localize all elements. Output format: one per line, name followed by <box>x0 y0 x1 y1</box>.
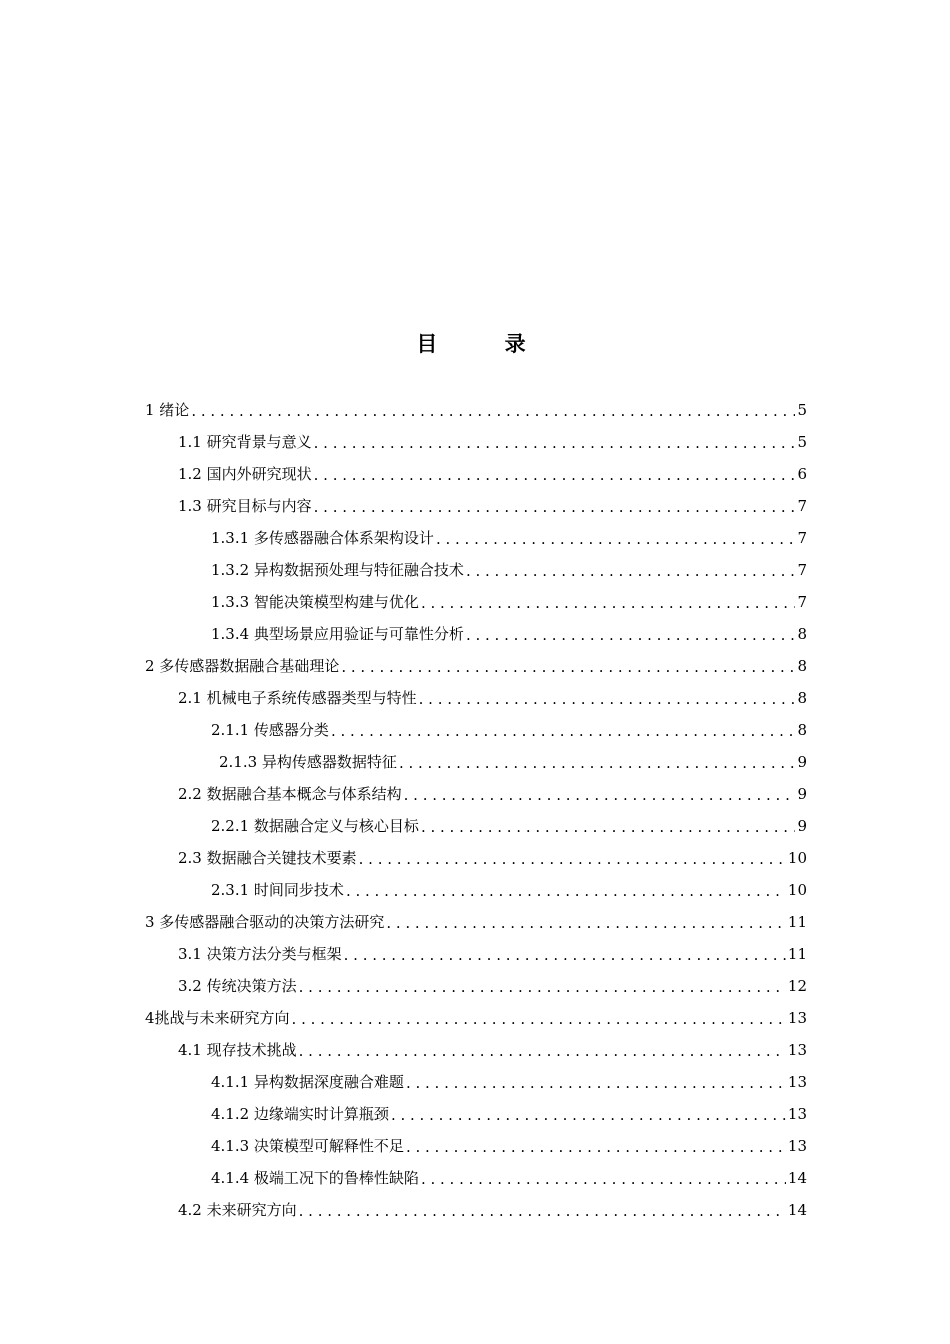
toc-entry-label: 4.1.3 决策模型可解释性不足 <box>211 1137 404 1155</box>
toc-entry[interactable] <box>211 874 807 906</box>
toc-entry[interactable] <box>145 394 807 426</box>
toc-entry-label: 1.3.3 智能决策模型构建与优化 <box>211 593 419 611</box>
toc-leader-dots <box>331 721 796 741</box>
toc-leader-dots <box>359 849 786 869</box>
toc-leader-dots <box>391 1105 786 1125</box>
toc-leader-dots <box>314 433 796 453</box>
toc-entry-label: 1 绪论 <box>145 401 190 419</box>
toc-leader-dots <box>191 401 795 421</box>
toc-entry-page: 13 <box>787 1009 807 1027</box>
toc-entry-page: 8 <box>797 657 807 675</box>
toc-leader-dots <box>466 561 796 581</box>
toc-entry-page: 9 <box>797 817 807 835</box>
toc-entry-label: 2.2 数据融合基本概念与体系结构 <box>178 785 402 803</box>
toc-entry[interactable] <box>219 746 807 778</box>
toc-entry-page: 14 <box>787 1169 807 1187</box>
toc-entry-page: 7 <box>797 529 807 547</box>
toc-entry[interactable] <box>178 682 807 714</box>
toc-entry-label: 4.1 现存技术挑战 <box>178 1041 297 1059</box>
toc-entry-page: 14 <box>787 1201 807 1219</box>
toc-entry-page: 6 <box>797 465 807 483</box>
toc-entry[interactable] <box>178 970 807 1002</box>
toc-leader-dots <box>314 497 796 517</box>
toc-entry-label: 3.1 决策方法分类与框架 <box>178 945 342 963</box>
toc-entry[interactable] <box>178 938 807 970</box>
toc-entry-label: 2.3 数据融合关键技术要素 <box>178 849 357 867</box>
page-title: 目 录 <box>416 332 556 356</box>
toc-leader-dots <box>399 753 796 773</box>
toc-entry-page: 9 <box>797 753 807 771</box>
toc-entry-label: 4.1.2 边缘端实时计算瓶颈 <box>211 1105 389 1123</box>
toc-entry-label: 4.1.4 极端工况下的鲁棒性缺陷 <box>211 1169 419 1187</box>
toc-entry-label: 2 多传感器数据融合基础理论 <box>145 657 340 675</box>
toc-entry-page: 13 <box>787 1041 807 1059</box>
toc-entry[interactable] <box>178 842 807 874</box>
toc-leader-dots <box>341 657 795 677</box>
toc-leader-dots <box>344 945 786 965</box>
toc-entry-label: 4挑战与未来研究方向 <box>145 1009 290 1027</box>
toc-entry-label: 1.3.2 异构数据预处理与特征融合技术 <box>211 561 464 579</box>
toc-entry[interactable] <box>211 1066 807 1098</box>
toc-leader-dots <box>404 785 796 805</box>
toc-entry-page: 11 <box>787 913 807 931</box>
toc-entry[interactable] <box>178 490 807 522</box>
toc-leader-dots <box>299 1201 786 1221</box>
toc-entry-label: 2.1 机械电子系统传感器类型与特性 <box>178 689 417 707</box>
toc-entry-label: 1.3.4 典型场景应用验证与可靠性分析 <box>211 625 464 643</box>
toc-entry-page: 9 <box>797 785 807 803</box>
toc-entry[interactable] <box>211 1098 807 1130</box>
toc-entry-page: 8 <box>797 625 807 643</box>
toc-leader-dots <box>466 625 796 645</box>
toc-entry[interactable] <box>145 650 807 682</box>
toc-entry-label: 2.3.1 时间同步技术 <box>211 881 344 899</box>
toc-leader-dots <box>386 913 786 933</box>
toc-entry-page: 7 <box>797 497 807 515</box>
toc-leader-dots <box>406 1137 786 1157</box>
toc-leader-dots <box>299 1041 786 1061</box>
toc-entry[interactable] <box>211 810 807 842</box>
toc-entry-label: 2.2.1 数据融合定义与核心目标 <box>211 817 419 835</box>
toc-entry[interactable] <box>178 778 807 810</box>
toc-leader-dots <box>314 465 796 485</box>
toc-entry[interactable] <box>211 554 807 586</box>
toc-entry[interactable] <box>211 714 807 746</box>
toc-entry-page: 13 <box>787 1073 807 1091</box>
toc-entry-label: 1.3 研究目标与内容 <box>178 497 312 515</box>
toc-leader-dots <box>299 977 786 997</box>
toc-entry-page: 11 <box>787 945 807 963</box>
toc-leader-dots <box>421 817 796 837</box>
toc-leader-dots <box>406 1073 786 1093</box>
toc-entry-page: 10 <box>787 849 807 867</box>
toc-entry-label: 2.1.3 异构传感器数据特征 <box>219 753 397 771</box>
toc-entry[interactable] <box>178 1194 807 1226</box>
toc-entry-page: 7 <box>797 561 807 579</box>
toc-leader-dots <box>421 1169 786 1189</box>
toc-entry-page: 13 <box>787 1137 807 1155</box>
toc-leader-dots <box>421 593 796 613</box>
toc-entry-label: 3 多传感器融合驱动的决策方法研究 <box>145 913 385 931</box>
toc-entry[interactable] <box>211 1162 807 1194</box>
toc-entry[interactable] <box>178 1034 807 1066</box>
toc-entry-label: 4.2 未来研究方向 <box>178 1201 297 1219</box>
toc-entry-label: 1.3.1 多传感器融合体系架构设计 <box>211 529 434 547</box>
toc-entry[interactable] <box>211 586 807 618</box>
toc-entry-label: 3.2 传统决策方法 <box>178 977 297 995</box>
toc-entry-page: 10 <box>787 881 807 899</box>
toc-entry[interactable] <box>211 1130 807 1162</box>
toc-entry-page: 8 <box>797 721 807 739</box>
toc-entry[interactable] <box>145 906 807 938</box>
toc-entry-label: 4.1.1 异构数据深度融合难题 <box>211 1073 404 1091</box>
toc-entry-page: 8 <box>797 689 807 707</box>
toc-entry[interactable] <box>211 618 807 650</box>
toc-entry-label: 2.1.1 传感器分类 <box>211 721 329 739</box>
toc-entry-page: 12 <box>787 977 807 995</box>
toc-leader-dots <box>419 689 796 709</box>
toc-entry-page: 5 <box>797 401 807 419</box>
toc-entry[interactable] <box>145 1002 807 1034</box>
toc-entry-page: 7 <box>797 593 807 611</box>
toc-entry-label: 1.1 研究背景与意义 <box>178 433 312 451</box>
toc-leader-dots <box>436 529 796 549</box>
toc-entry-page: 13 <box>787 1105 807 1123</box>
toc-leader-dots <box>346 881 786 901</box>
toc-entry[interactable] <box>178 458 807 490</box>
toc-entry-page: 5 <box>797 433 807 451</box>
toc-entry[interactable] <box>211 522 807 554</box>
toc-entry[interactable] <box>178 426 807 458</box>
toc-entry-label: 1.2 国内外研究现状 <box>178 465 312 483</box>
toc-leader-dots <box>292 1009 786 1029</box>
